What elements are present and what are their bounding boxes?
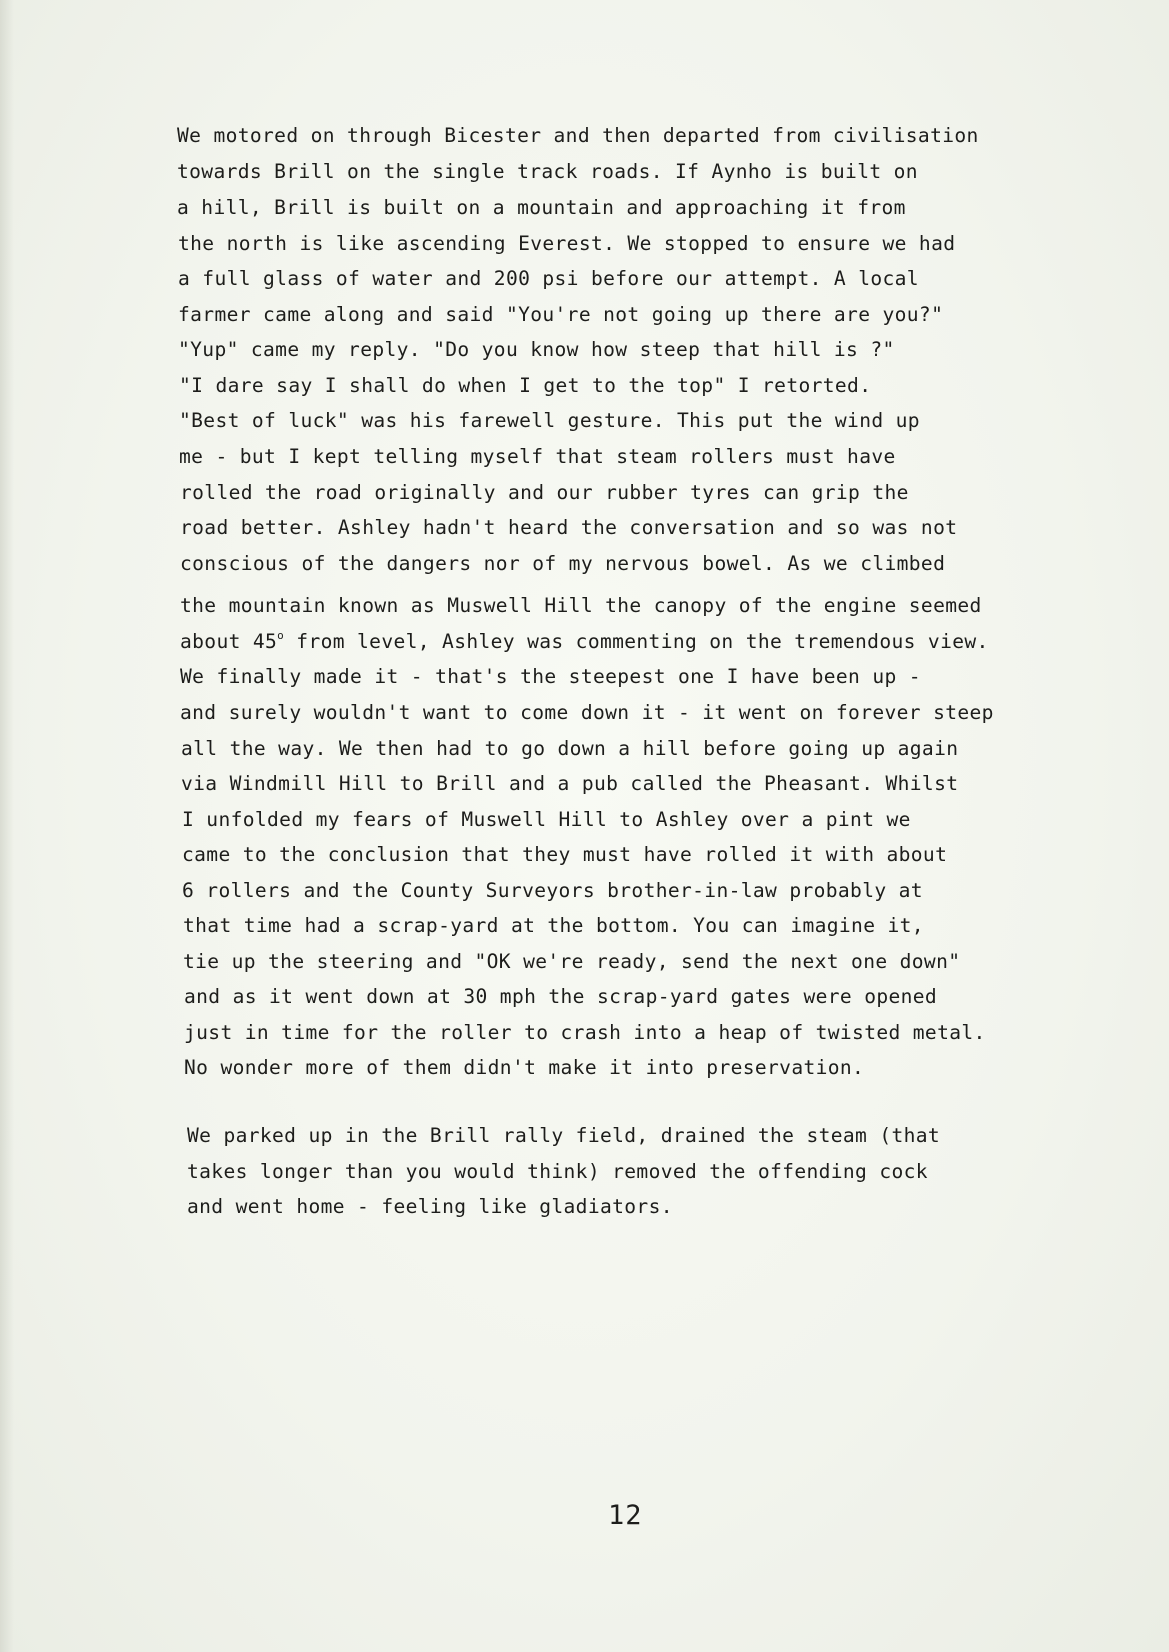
text-line: a hill, Brill is built on a mountain and approaching it from	[177, 196, 906, 219]
text-line: and as it went down at 30 mph the scrap-yard gates were opened	[184, 985, 938, 1008]
page-number: 12	[608, 1500, 643, 1531]
text-line: and surely wouldn't want to come down it - it went on forever steep	[180, 701, 994, 724]
text-line: takes longer than you would think) removed the offending cock	[187, 1160, 928, 1183]
text-line: We parked up in the Brill rally field, drained the steam (that	[187, 1124, 941, 1147]
text-line: "Yup" came my reply. "Do you know how steep that hill is ?"	[178, 338, 895, 361]
text-line: We motored on through Bicester and then departed from civilisation	[177, 124, 979, 147]
text-line: farmer came along and said "You're not going up there are you?"	[178, 303, 944, 326]
degree-superscript: o	[277, 629, 285, 642]
degree-line-after: from level, Ashley was commenting on the tremendous view.	[284, 630, 989, 653]
text-line: a full glass of water and 200 psi before our attempt. A local	[178, 267, 919, 290]
text-line: just in time for the roller to crash into a heap of twisted metal.	[184, 1021, 986, 1044]
page-edge-shadow	[0, 0, 14, 1652]
text-line: We finally made it - that's the steepest one I have been up -	[180, 665, 921, 688]
text-line: came to the conclusion that they must have rolled it with about	[182, 843, 948, 866]
text-line: rolled the road originally and our rubber tyres can grip the	[180, 481, 909, 504]
text-line: "Best of luck" was his farewell gesture. This put the wind up	[179, 409, 920, 432]
text-line: I unfolded my fears of Muswell Hill to Ashley over a pint we	[182, 808, 911, 831]
degree-line-before: about 45	[180, 630, 278, 653]
text-line-degree	[180, 630, 989, 654]
text-line: the mountain known as Muswell Hill the canopy of the engine seemed	[180, 594, 982, 617]
text-line: me - but I kept telling myself that steam rollers must have	[179, 445, 896, 468]
text-line: road better. Ashley hadn't heard the conversation and so was not	[180, 516, 958, 539]
text-line: tie up the steering and "OK we're ready, send the next one down"	[183, 950, 961, 973]
text-line: and went home - feeling like gladiators.	[187, 1195, 673, 1218]
text-line: 6 rollers and the County Surveyors brother-in-law probably at	[182, 879, 923, 902]
text-line: "I dare say I shall do when I get to the top" I retorted.	[179, 374, 872, 397]
text-line: via Windmill Hill to Brill and a pub called the Pheasant. Whilst	[181, 772, 959, 795]
text-line: all the way. We then had to go down a hill before going up again	[181, 737, 959, 760]
text-line: the north is like ascending Everest. We stopped to ensure we had	[178, 232, 956, 255]
text-line: towards Brill on the single track roads. If Aynho is built on	[177, 160, 918, 183]
text-line: No wonder more of them didn't make it into preservation.	[184, 1056, 865, 1079]
text-line: that time had a scrap-yard at the bottom. You can imagine it,	[183, 914, 924, 937]
text-line: conscious of the dangers nor of my nervous bowel. As we climbed	[180, 552, 946, 575]
